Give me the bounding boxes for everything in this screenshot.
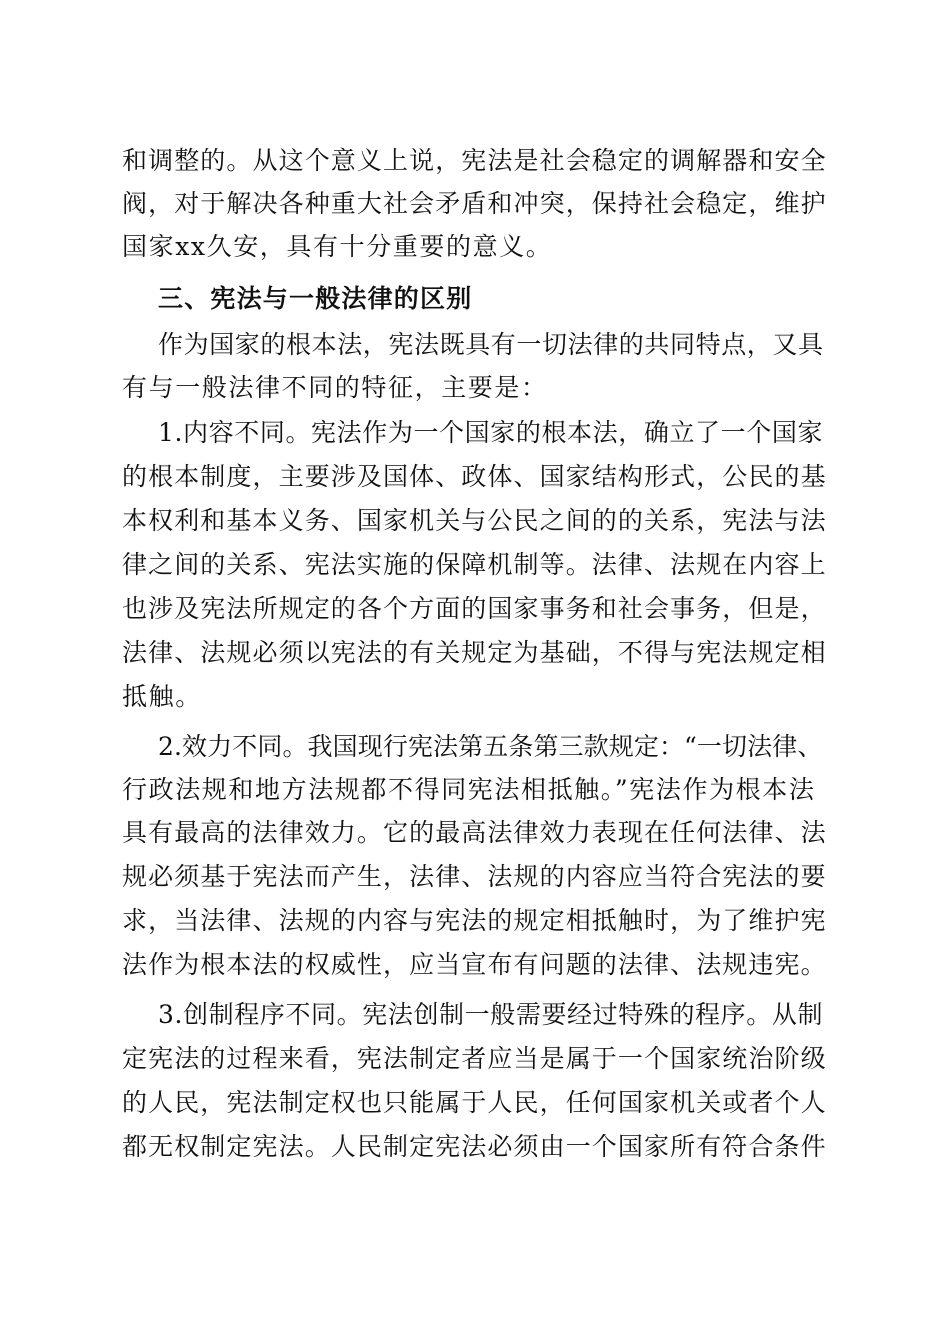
text-line: 法律、法规必须以宪法的有关规定为基础，不得与宪法规定相	[122, 638, 827, 667]
text-line: 本权利和基本义务、国家机关与公民之间的的关系，宪法与法	[122, 506, 827, 535]
text-line: 律之间的关系、宪法实施的保障机制等。法律、法规在内容上	[122, 550, 827, 579]
text-line: 的人民，宪法制定权也只能属于人民，任何国家机关或者个人	[122, 1088, 827, 1117]
text-line: 抵触。	[122, 682, 202, 711]
text-line: 阀，对于解决各种重大社会矛盾和冲突，保持社会稳定，维护	[122, 189, 827, 218]
text-line: 1.内容不同。宪法作为一个国家的根本法，确立了一个国家	[158, 418, 824, 447]
section-heading: 三、宪法与一般法律的区别	[158, 284, 473, 313]
text-line: 作为国家的根本法，宪法既具有一切法律的共同特点，又具	[158, 330, 824, 359]
text-line: 3.创制程序不同。宪法创制一般需要经过特殊的程序。从制	[158, 1000, 824, 1029]
text-line: 定宪法的过程来看，宪法制定者应当是属于一个国家统治阶级	[122, 1044, 827, 1073]
text-line: 也涉及宪法所规定的各个方面的国家事务和社会事务，但是，	[122, 594, 827, 623]
text-line: 具有最高的法律效力。它的最高法律效力表现在任何法律、法	[122, 818, 827, 847]
text-line: 法作为根本法的权威性，应当宣布有问题的法律、法规违宪。	[122, 950, 827, 979]
text-line: 和调整的。从这个意义上说，宪法是社会稳定的调解器和安全	[122, 146, 827, 175]
text-line: 规必须基于宪法而产生，法律、法规的内容应当符合宪法的要	[122, 862, 827, 891]
text-line: 2.效力不同。我国现行宪法第五条第三款规定：“一切法律、	[158, 732, 823, 761]
text-line: 行政法规和地方法规都不得同宪法相抵触。”宪法作为根本法	[122, 775, 816, 804]
text-line: 国家xx久安，具有十分重要的意义。	[122, 232, 553, 261]
text-line: 求，当法律、法规的内容与宪法的规定相抵触时，为了维护宪	[122, 906, 827, 935]
text-line: 有与一般法律不同的特征，主要是：	[122, 373, 548, 402]
text-line: 的根本制度，主要涉及国体、政体、国家结构形式，公民的基	[122, 462, 827, 491]
text-line: 都无权制定宪法。人民制定宪法必须由一个国家所有符合条件	[122, 1132, 827, 1161]
